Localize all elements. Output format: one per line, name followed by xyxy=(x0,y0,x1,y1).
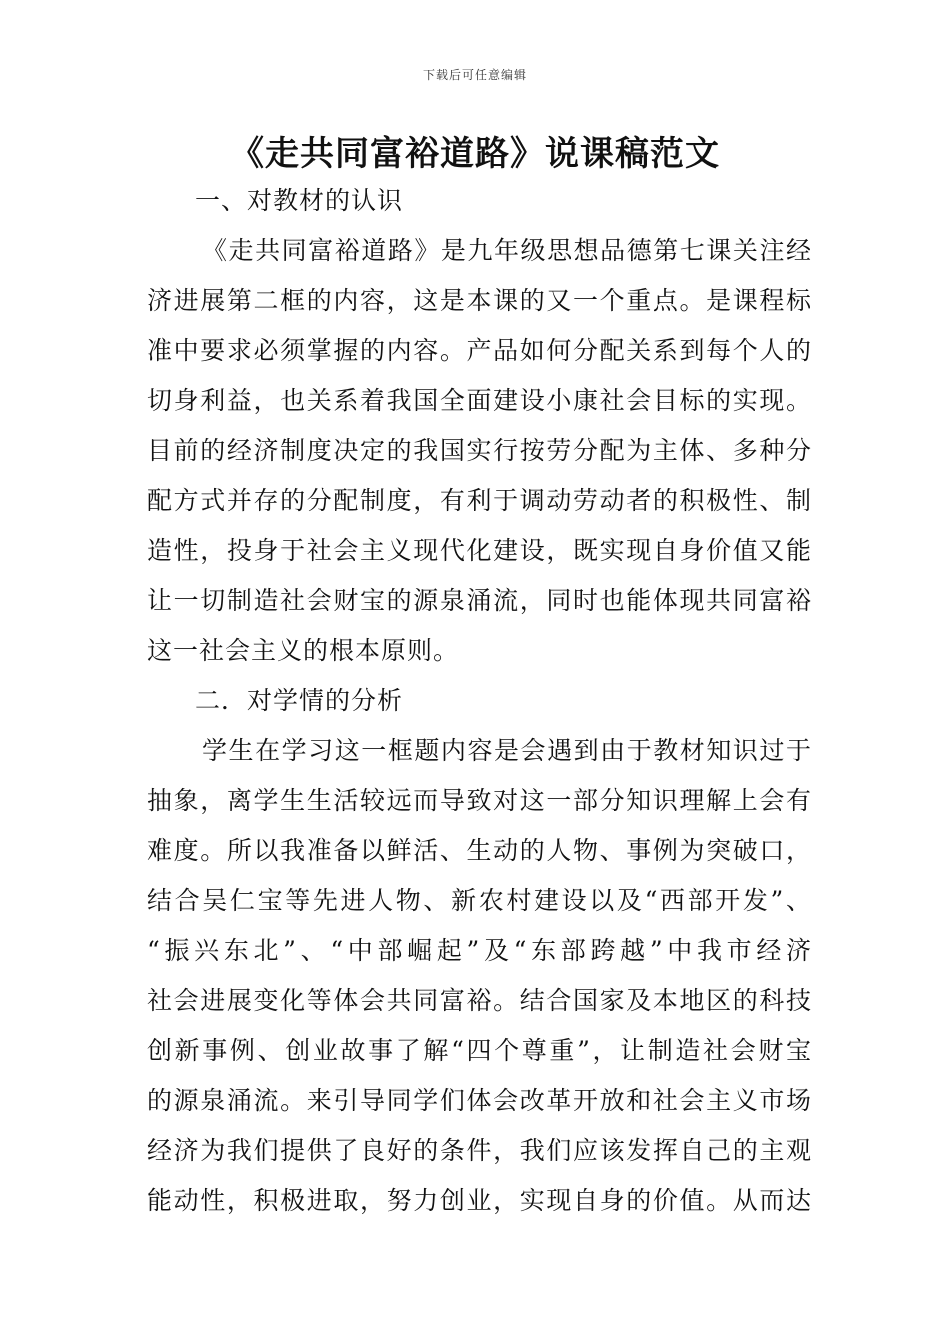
paragraph-line: 学生在学习这一框题内容是会遇到由于教材知识过于 xyxy=(202,736,812,765)
paragraph-line: 目前的经济制度决定的我国实行按劳分配为主体、多种分 xyxy=(147,436,812,465)
section-heading: 一、对教材的认识 xyxy=(195,186,404,215)
section-heading: 二．对学情的分析 xyxy=(195,686,404,715)
paragraph-line: 经济为我们提供了良好的条件，我们应该发挥自己的主观 xyxy=(147,1136,812,1165)
paragraph-line: 切身利益，也关系着我国全面建设小康社会目标的实现。 xyxy=(147,386,812,415)
document-title: 《走共同富裕道路》说课稿范文 xyxy=(230,134,720,174)
header-note: 下载后可任意编辑 xyxy=(422,68,527,82)
paragraph-line: 配方式并存的分配制度，有利于调动劳动者的积极性、制 xyxy=(147,486,812,515)
paragraph-line: 的源泉涌流。来引导同学们体会改革开放和社会主义市场 xyxy=(147,1086,812,1115)
paragraph-line: 能动性，积极进取，努力创业，实现自身的价值。从而达 xyxy=(147,1186,812,1215)
paragraph-line: 《走共同富裕道路》是九年级思想品德第七课关注经 xyxy=(202,236,812,265)
paragraph-line: 让一切制造社会财宝的源泉涌流，同时也能体现共同富裕 xyxy=(147,586,812,615)
document-body xyxy=(147,176,812,1226)
paragraph-line: 创新事例、创业故事了解“四个尊重”，让制造社会财宝 xyxy=(147,1036,812,1065)
paragraph-line: 结合吴仁宝等先进人物、新农村建设以及“西部开发”、 xyxy=(147,886,812,915)
paragraph-line: 准中要求必须掌握的内容。产品如何分配关系到每个人的 xyxy=(147,336,812,365)
paragraph-line: 济进展第二框的内容，这是本课的又一个重点。是课程标 xyxy=(147,286,812,315)
paragraph-line: “振兴东北”、“中部崛起”及“东部跨越”中我市经济 xyxy=(147,936,812,965)
paragraph-line: 抽象，离学生生活较远而导致对这一部分知识理解上会有 xyxy=(147,786,812,815)
paragraph-line: 难度。所以我准备以鲜活、生动的人物、事例为突破口， xyxy=(147,836,812,865)
paragraph-line: 社会进展变化等体会共同富裕。结合国家及本地区的科技 xyxy=(147,986,812,1015)
paragraph-line: 造性，投身于社会主义现代化建设，既实现自身价值又能 xyxy=(147,536,812,565)
paragraph-line: 这一社会主义的根本原则。 xyxy=(147,636,460,665)
